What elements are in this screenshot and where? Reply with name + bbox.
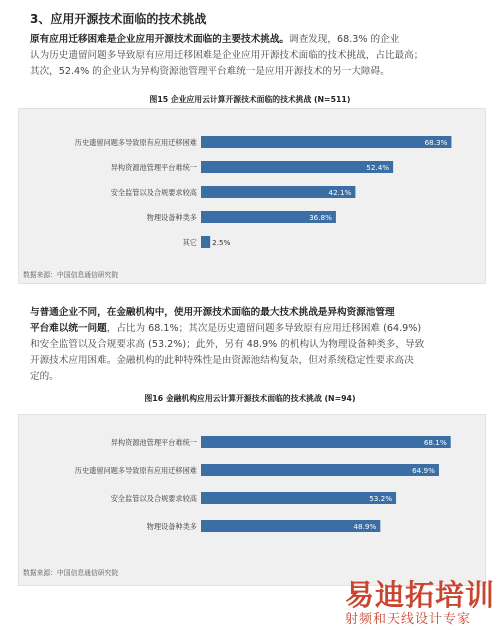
figure16-source: 数据来源：中国信息通信研究院 <box>23 569 119 577</box>
para1-line3: 其次，52.4% 的企业认为异构资源池管理平台难统一是应用开源技术的另一大障碍。 <box>30 66 390 77</box>
category-label: 异构资源池管理平台难统一 <box>110 163 197 172</box>
para1-line2: 认为历史遗留问题多导致原有应用迁移困难是企业应用开源技术面临的技术挑战，占比最高； <box>30 50 424 61</box>
figure15-chart <box>19 109 485 283</box>
category-label: 物理设备种类多 <box>146 522 197 531</box>
category-label: 历史遗留问题多导致原有应用迁移困难 <box>74 138 197 147</box>
value-label: 52.4% <box>366 163 390 172</box>
figure16-chart-box <box>18 414 486 586</box>
section-heading: 3、应用开源技术面临的技术挑战 <box>30 12 207 26</box>
bar <box>201 136 451 148</box>
category-label: 安全监管以及合规要求较高 <box>110 494 197 503</box>
watermark-subtitle: 射频和天线设计专家 <box>345 612 472 627</box>
figure16-chart <box>19 415 485 585</box>
value-label: 48.9% <box>353 522 377 531</box>
value-label: 42.1% <box>328 188 352 197</box>
figure15-title: 图15 企业应用云计算开源技术面临的技术挑战 (N=511) <box>149 95 351 104</box>
category-label: 物理设备种类多 <box>146 213 197 222</box>
figure15-source: 数据来源：中国信息通信研究院 <box>23 271 119 279</box>
para1-bold: 原有应用迁移困难是企业应用开源技术面临的主要技术挑战。 <box>30 34 290 45</box>
value-label: 64.9% <box>412 466 435 475</box>
figure16-title: 图16 金融机构应用云计算开源技术面临的技术挑战 (N=94) <box>144 394 356 403</box>
category-label: 历史遗留问题多导致原有应用迁移困难 <box>74 466 197 475</box>
watermark-brand: 易迪拓培训 <box>345 578 496 612</box>
value-label: 53.2% <box>369 494 393 503</box>
para2-line5: 定的。 <box>30 371 59 382</box>
value-label: 36.8% <box>309 213 332 222</box>
category-label: 安全监管以及合规要求较高 <box>110 188 197 197</box>
category-label: 异构资源池管理平台难统一 <box>110 438 197 447</box>
para1-line1: 调查发现，68.3% 的企业 <box>289 34 400 45</box>
value-label: 68.1% <box>423 438 447 447</box>
bar <box>201 436 451 448</box>
bar <box>201 236 210 248</box>
para2-line3: 和安全监管以及合规要求高 (53.2%)；此外，另有 48.9% 的机构认为物理设备种类多，导致 <box>30 339 425 350</box>
para2-line1: 与普通企业不同，在金融机构中，使用开源技术面临的最大技术挑战是异构资源池管理 <box>30 307 395 318</box>
intro-paragraph <box>30 32 485 80</box>
figure15-chart-box <box>18 108 486 284</box>
category-label: 其它 <box>182 238 197 247</box>
finance-paragraph <box>30 305 485 385</box>
value-label: 2.5% <box>212 238 231 247</box>
bar <box>201 161 393 173</box>
bar <box>201 492 396 504</box>
para2-line2-bold: 平台难以统一问题 <box>30 323 107 334</box>
bar <box>201 464 439 476</box>
value-label: 68.3% <box>424 138 448 147</box>
para2-line4: 开源技术应用困难。金融机构的此种特殊性是由资源池结构复杂，但对系统稳定性要求高决 <box>30 355 414 366</box>
para2-line2-rest: ，占比为 68.1%；其次是历史遗留问题多导致原有应用迁移困难 (64.9%) <box>106 323 422 334</box>
